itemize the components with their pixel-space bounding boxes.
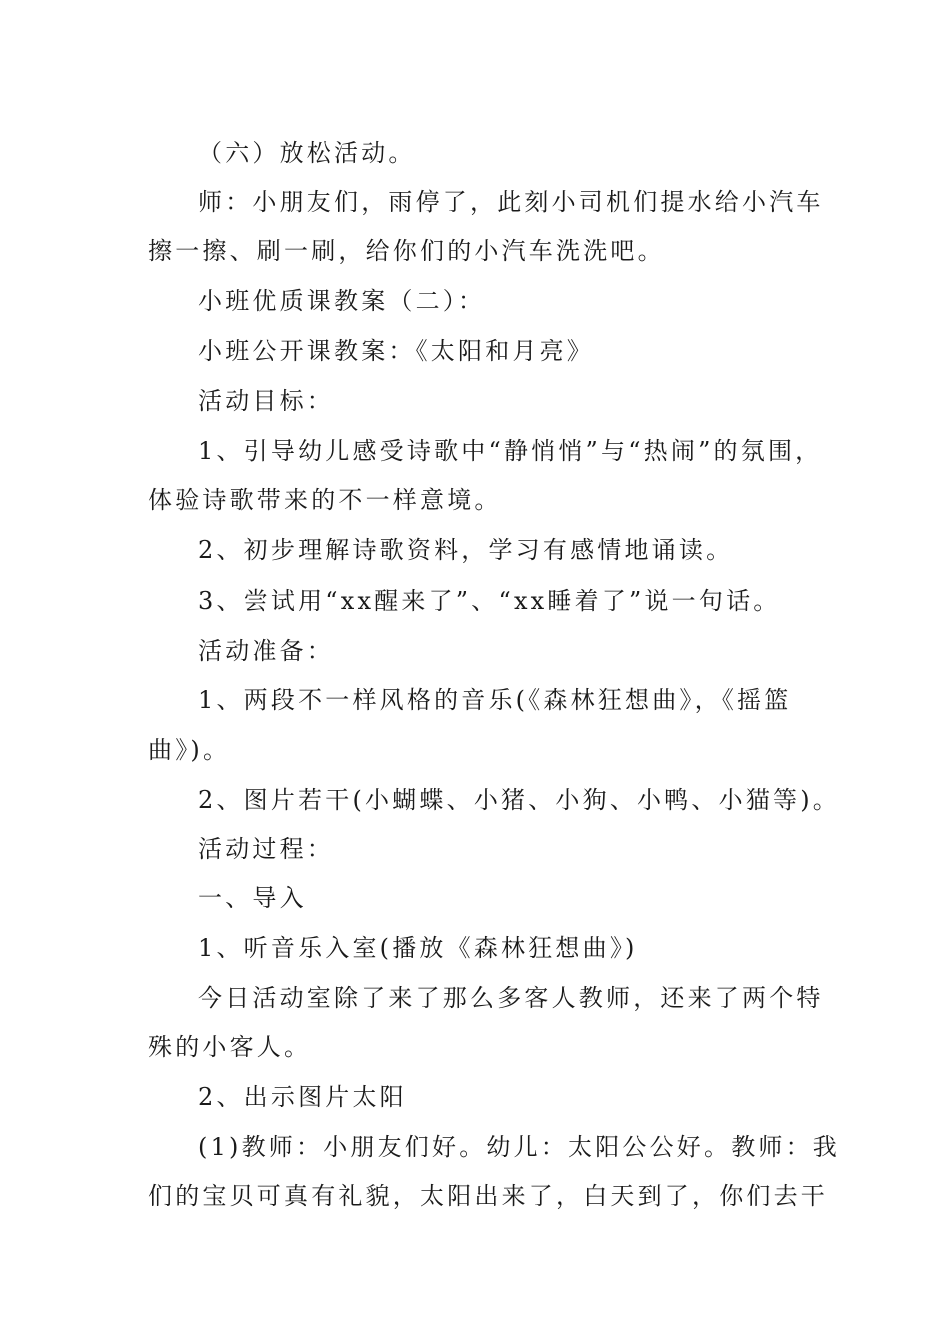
preparation-item-continued: 曲》)。 — [148, 736, 231, 764]
lesson-plan-title: 小班优质课教案（二）： — [198, 287, 486, 315]
section-heading-relax: （六）放松活动。 — [198, 139, 416, 167]
preparation-item: 1、两段不一样风格的音乐(《森林狂想曲》，《摇篮 — [198, 686, 792, 714]
section-heading-preparation: 活动准备： — [198, 637, 334, 665]
paragraph-line: 师：小朋友们，雨停了，此刻小司机们提水给小汽车 — [198, 188, 824, 216]
dialogue-line: 们的宝贝可真有礼貌，太阳出来了，白天到了，你们去干 — [148, 1182, 828, 1210]
dialogue-line: (1)教师：小朋友们好。幼儿：太阳公公好。教师：我 — [198, 1133, 840, 1161]
paragraph-line: 今日活动室除了来了那么多客人教师，还来了两个特 — [198, 984, 824, 1012]
process-step: 1、听音乐入室(播放《森林狂想曲》) — [198, 934, 638, 962]
paragraph-line: 擦一擦、刷一刷，给你们的小汽车洗洗吧。 — [148, 237, 665, 265]
section-heading-process: 活动过程： — [198, 835, 334, 863]
preparation-item: 2、图片若干(小蝴蝶、小猪、小狗、小鸭、小猫等)。 — [198, 786, 840, 814]
goal-item: 1、引导幼儿感受诗歌中“静悄悄”与“热闹”的氛围， — [198, 437, 823, 465]
lesson-plan-subtitle: 小班公开课教案：《太阳和月亮》 — [198, 337, 594, 365]
process-step: 2、出示图片太阳 — [198, 1083, 407, 1111]
goal-item-continued: 体验诗歌带来的不一样意境。 — [148, 486, 502, 514]
goal-item: 3、尝试用“xx醒来了”、“xx睡着了”说一句话。 — [198, 587, 781, 615]
process-step-heading: 一、导入 — [198, 884, 307, 912]
goal-item: 2、初步理解诗歌资料，学习有感情地诵读。 — [198, 536, 734, 564]
section-heading-goals: 活动目标： — [198, 387, 334, 415]
paragraph-line: 殊的小客人。 — [148, 1033, 312, 1061]
